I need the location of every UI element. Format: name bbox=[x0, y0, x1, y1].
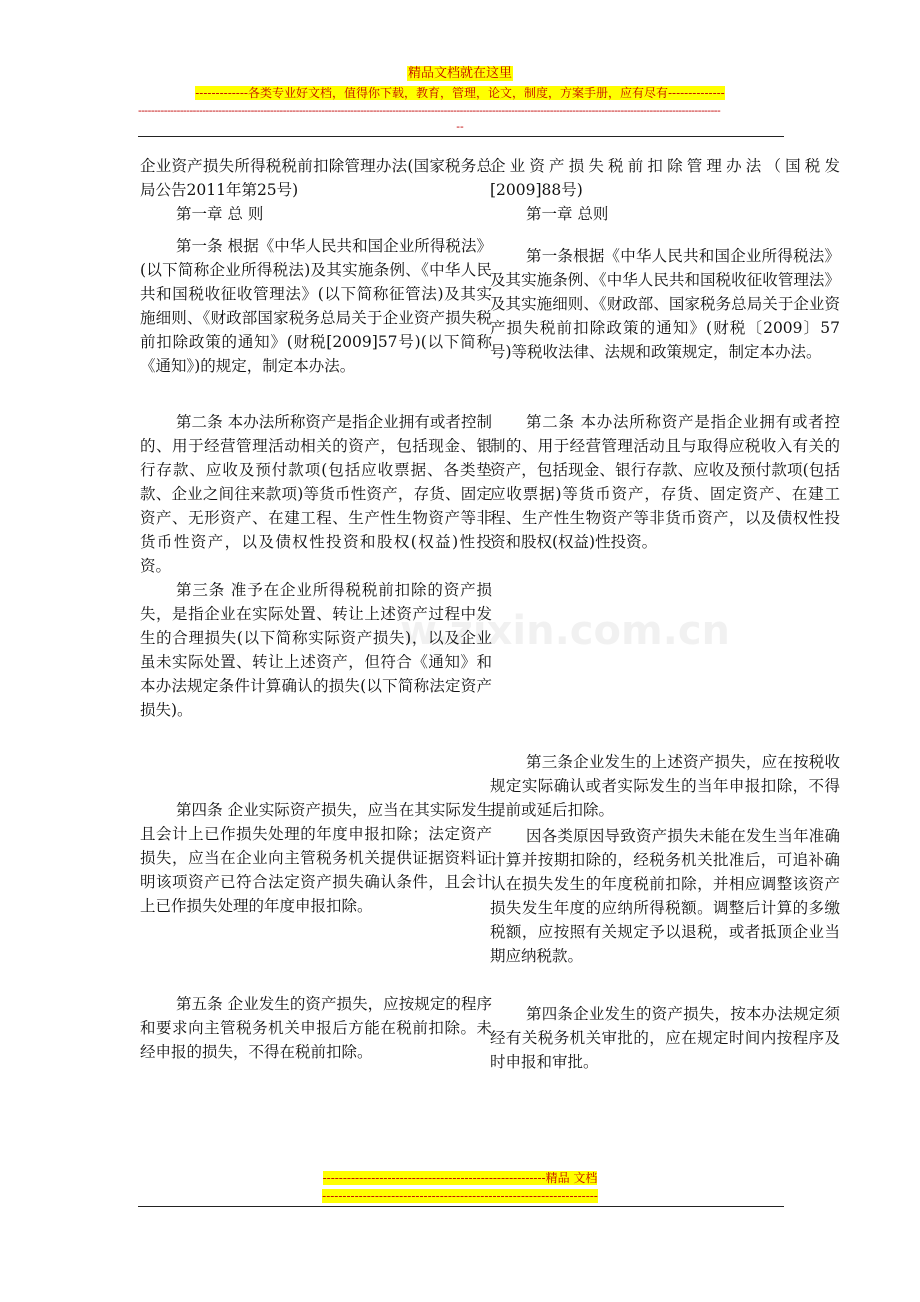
footer-line-2: -------------------------------------------------------------------- bbox=[322, 1189, 598, 1203]
right-article-2: 第二条 本办法所称资产是指企业拥有或者控制的、用于经营管理活动且与取得应税收入有关的资产，包括现金、银行存款、应收及预付款项(包括应收票据)等货币资产，存货、固定资产、在建工程、生产性生物资产等非货币资产，以及债权性投资和股权(权益)性投资。 bbox=[490, 413, 840, 551]
right-column bbox=[490, 154, 840, 1071]
watermark: w.zixin.com.cn bbox=[400, 608, 731, 654]
right-article-3: 第三条企业发生的上述资产损失，应在按税收规定实际确认或者实际发生的当年申报扣除，不得提前或延后扣除。 bbox=[490, 753, 840, 819]
left-column bbox=[140, 154, 492, 1061]
left-article-5: 第五条 企业发生的资产损失，应按规定的程序和要求向主管税务机关申报后方能在税前扣除。未经申报的损失，不得在税前扣除。 bbox=[140, 995, 492, 1061]
header-dashes: ------------------------------------------------------------------------------------------------------------------------------------------------------------------------------------- bbox=[138, 104, 721, 117]
right-chapter-heading: 第一章 总则 bbox=[526, 205, 609, 223]
footer-line-1: -------------------------------------------------------精品 文档 bbox=[322, 1171, 598, 1185]
left-chapter-heading: 第一章 总 则 bbox=[176, 205, 264, 223]
left-doc-title: 企业资产损失所得税税前扣除管理办法(国家税务总局公告2011年第25号) bbox=[140, 157, 492, 199]
right-article-3-para-2: 因各类原因导致资产损失未能在发生当年准确计算并按期扣除的，经税务机关批准后，可追补确认在损失发生的年度税前扣除，并相应调整该资产损失发生年度的应纳所得税额。调整后计算的多缴税额，应按照有关规定予以退税，或者抵顶企业当期应纳税款。 bbox=[490, 827, 840, 965]
left-article-4: 第四条 企业实际资产损失，应当在其实际发生且会计上已作损失处理的年度申报扣除；法定资产损失，应当在企业向主管税务机关提供证据资料证明该项资产已符合法定资产损失确认条件，且会计上已作损失处理的年度申报扣除。 bbox=[140, 801, 492, 915]
left-article-3: 第三条 准予在企业所得税税前扣除的资产损失，是指企业在实际处置、转让上述资产过程中发生的合理损失(以下简称实际资产损失)，以及企业虽未实际处置、转让上述资产，但符合《通知》和本办法规定条件计算确认的损失(以下简称法定资产损失)。 bbox=[140, 581, 492, 719]
left-article-1: 第一条 根据《中华人民共和国企业所得税法》(以下简称企业所得税法)及其实施条例、《中华人民共和国税收征收管理法》(以下简称征管法)及其实施细则、《财政部国家税务总局关于企业资产损失税前扣除政策的通知》(财税[2009]57号)(以下简称《通知》)的规定，制定本办法。 bbox=[140, 237, 492, 375]
footer-rule bbox=[138, 1206, 784, 1207]
header-dashes-continued: -- bbox=[456, 120, 464, 133]
header-title: 精品文档就在这里 bbox=[407, 66, 512, 81]
header-subtitle: -------------各类专业好文档，值得你下载，教育，管理，论文，制度，方案手册，应有尽有-------------- bbox=[195, 86, 725, 100]
right-doc-title: 企业资产损失税前扣除管理办法（国税发[2009]88号) bbox=[490, 157, 840, 199]
right-article-1: 第一条根据《中华人民共和国企业所得税法》及其实施条例、《中华人民共和国税收征收管理法》及其实施细则、《财政部、国家税务总局关于企业资产损失税前扣除政策的通知》(财税〔2009〕57号)等税收法律、法规和政策规定，制定本办法。 bbox=[490, 247, 840, 361]
header-rule bbox=[138, 136, 784, 137]
right-article-4: 第四条企业发生的资产损失，按本办法规定须经有关税务机关审批的，应在规定时间内按程序及时申报和审批。 bbox=[490, 1005, 840, 1071]
left-article-2: 第二条 本办法所称资产是指企业拥有或者控制的、用于经营管理活动相关的资产，包括现金、银行存款、应收及预付款项(包括应收票据、各类垫款、企业之间往来款项)等货币性资产，存货、固定资产、无形资产、在建工程、生产性生物资产等非货币性资产，以及债权性投资和股权(权益)性投资。 bbox=[140, 413, 492, 575]
